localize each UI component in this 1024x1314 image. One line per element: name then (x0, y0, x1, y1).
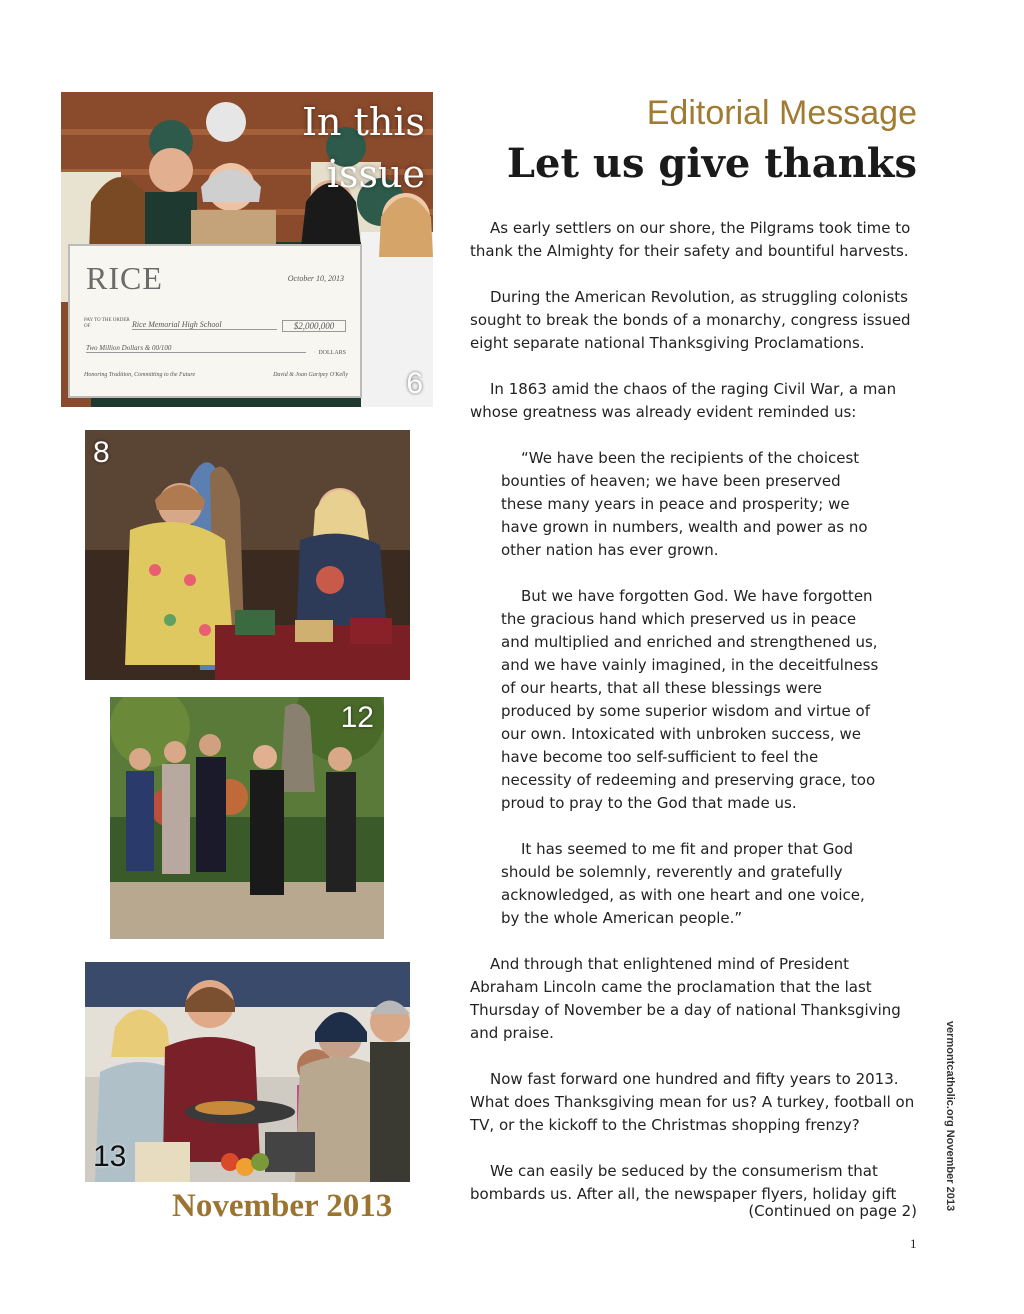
check-payee: Rice Memorial High School (132, 320, 277, 330)
photo-page-number: 13 (93, 1140, 127, 1173)
continued-link[interactable]: (Continued on page 2) (748, 1202, 917, 1220)
lincoln-quote-paragraph: But we have forgotten God. We have forgotten the gracious hand which preserved us in peace and multiplied and enriched and strengthened us, and we have vainly imagined, in the deceitfulness of our hearts, that all these blessings were produced by some superior wisdom and virtue of our own. Intoxicated with unbroken success, we have become too self-sufficient to feel the necessity of redeeming and preserving grace, too proud to pray to the God that made us. (501, 587, 879, 812)
check-signature: David & Joan Garipey O'Kelly (273, 372, 348, 378)
headline: Let us give thanks (506, 140, 917, 187)
lincoln-quote-paragraph: It has seemed to me fit and proper that God should be solemnly, reverently and gratefully acknowledged, as with one heart and one voice, by the whole American people.” (501, 840, 865, 927)
check-dollars-label: DOLLARS (318, 350, 346, 356)
photo-market-table (85, 430, 410, 680)
photo-page-number: 12 (340, 701, 374, 734)
page-number: 1 (910, 1236, 917, 1251)
article-paragraph: As early settlers on our shore, the Pilgrams took time to thank the Almighty for their safety and bountiful harvests. (470, 219, 911, 260)
article-body (470, 217, 917, 1206)
article-paragraph: We can easily be seduced by the consumerism that bombards us. After all, the newspaper flyers, holiday gift (470, 1162, 897, 1203)
check-amount-words: Two Million Dollars & 00/100 (86, 344, 306, 353)
article-paragraph: In 1863 amid the chaos of the raging Civil War, a man whose greatness was already evident reminded us: (470, 380, 897, 421)
in-this-issue-title: In this issue (302, 100, 425, 196)
section-label: Editorial Message (646, 94, 917, 132)
photo-check-presentation (61, 92, 433, 407)
lincoln-quote-paragraph: “We have been the recipients of the choicest bounties of heaven; we have been preserved these many years in peace and prosperity; we have grown in numbers, wealth and power as no other nation has ever grown. (501, 449, 868, 559)
photo-page-number: 6 (406, 367, 423, 400)
article-paragraph: Now fast forward one hundred and fifty years to 2013. What does Thanksgiving mean for us? A turkey, football on TV, or the kickoff to the Christmas shopping frenzy? (470, 1070, 915, 1134)
photo-page-number: 8 (93, 436, 110, 469)
issue-month: November 2013 (172, 1188, 393, 1224)
article-paragraph: During the American Revolution, as struggling colonists sought to break the bonds of a monarchy, congress issued eight separate national Thanksgiving Proclamations. (470, 288, 911, 352)
vertical-site-label: vermontcatholic.org November 2013 (944, 1020, 956, 1212)
check-pay-to-label: PAY TO THE ORDER OF (84, 318, 130, 329)
check-memo: Honoring Tradition, Committing to the Future (84, 372, 196, 378)
check-date: October 10, 2013 (287, 274, 344, 283)
check-amount: $2,000,000 (282, 320, 346, 332)
photo-garden-gathering (110, 697, 384, 939)
article-paragraph: And through that enlightened mind of President Abraham Lincoln came the proclamation that the last Thursday of November be a day of national Thanksgiving and praise. (470, 955, 901, 1042)
photo-serving-food (85, 962, 410, 1182)
check-logo: RICE (86, 260, 163, 296)
ceremonial-check (68, 244, 362, 398)
